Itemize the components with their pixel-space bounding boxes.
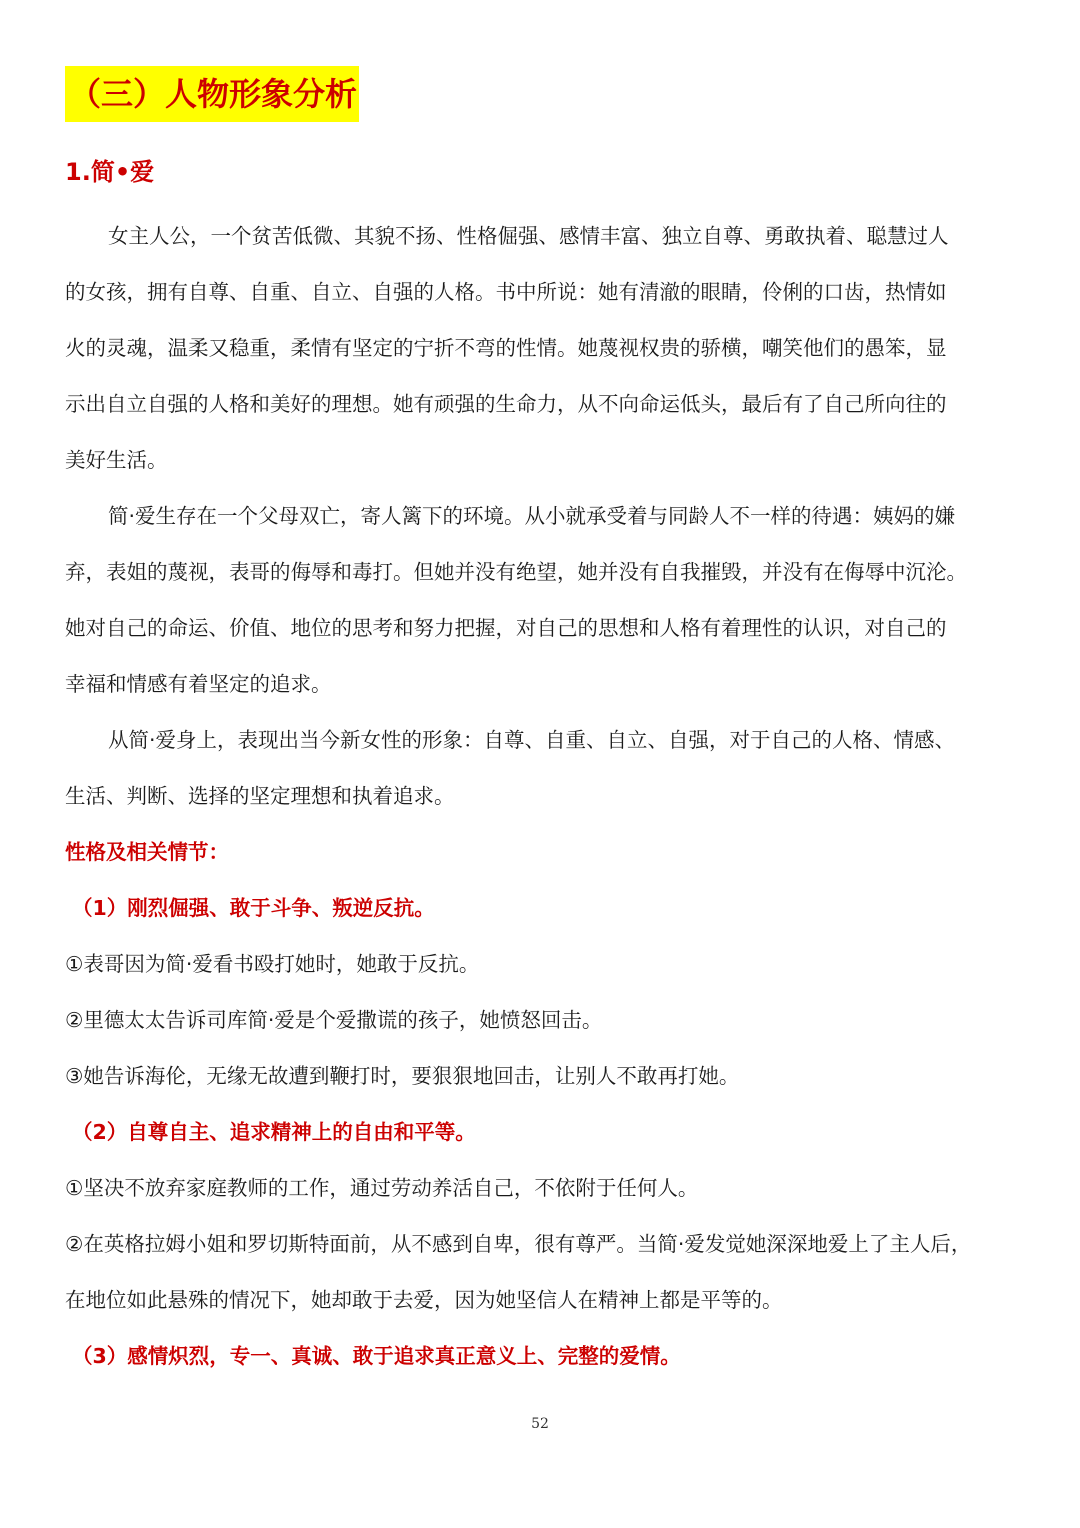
section-title: （三）人物形象分析	[65, 66, 359, 122]
trait3-heading: （3）感情炽烈，专一、真诚、敢于追求真正意义上、完整的爱情。	[72, 1344, 681, 1368]
trait1-item: ②里德太太告诉司库简·爱是个爱撒谎的孩子，她愤怒回击。	[65, 1008, 603, 1032]
paragraph3-line: 生活、判断、选择的坚定理想和执着追求。	[65, 784, 455, 808]
page-number: 52	[531, 1416, 549, 1432]
traits-heading: 性格及相关情节：	[65, 840, 229, 864]
paragraph2-line: 简·爱生存在一个父母双亡，寄人篱下的环境。从小就承受着与同龄人不一样的待遇：姨妈的嫌	[108, 504, 956, 528]
paragraph2-line: 幸福和情感有着坚定的追求。	[65, 672, 332, 696]
paragraph1-line: 示出自立自强的人格和美好的理想。她有顽强的生命力，从不向命运低头，最后有了自己所向往的	[65, 392, 947, 416]
paragraph3-line: 从简·爱身上，表现出当今新女性的形象：自尊、自重、自立、自强，对于自己的人格、情感、	[108, 728, 956, 752]
paragraph1-line: 女主人公，一个贫苦低微、其貌不扬、性格倔强、感情丰富、独立自尊、勇敢执着、聪慧过人	[108, 224, 949, 248]
paragraph2-line: 弃，表姐的蔑视，表哥的侮辱和毒打。但她并没有绝望，她并没有自我摧毁，并没有在侮辱中沉沦。	[65, 560, 967, 584]
trait2-heading: （2）自尊自主、追求精神上的自由和平等。	[72, 1120, 476, 1144]
trait2-item: ②在英格拉姆小姐和罗切斯特面前，从不感到自卑，很有尊严。当简·爱发觉她深深地爱上了主人后，	[65, 1232, 972, 1256]
paragraph2-line: 她对自己的命运、价值、地位的思考和努力把握，对自己的思想和人格有着理性的认识，对自己的	[65, 616, 947, 640]
trait1-item: ①表哥因为简·爱看书殴打她时，她敢于反抗。	[65, 952, 480, 976]
paragraph1-line: 火的灵魂，温柔又稳重，柔情有坚定的宁折不弯的性情。她蔑视权贵的骄横，嘲笑他们的愚笨，显	[65, 336, 947, 360]
trait2-item: ①坚决不放弃家庭教师的工作，通过劳动养活自己，不依附于任何人。	[65, 1176, 699, 1200]
character-subtitle: 1.简•爱	[65, 158, 155, 186]
trait1-heading: （1）刚烈倔强、敢于斗争、叛逆反抗。	[72, 896, 435, 920]
trait2-item: 在地位如此悬殊的情况下，她却敢于去爱，因为她坚信人在精神上都是平等的。	[65, 1288, 783, 1312]
trait1-item: ③她告诉海伦，无缘无故遭到鞭打时，要狠狠地回击，让别人不敢再打她。	[65, 1064, 740, 1088]
paragraph1-line: 的女孩，拥有自尊、自重、自立、自强的人格。书中所说：她有清澈的眼睛，伶俐的口齿，热情如	[65, 280, 947, 304]
paragraph1-line: 美好生活。	[65, 448, 168, 472]
